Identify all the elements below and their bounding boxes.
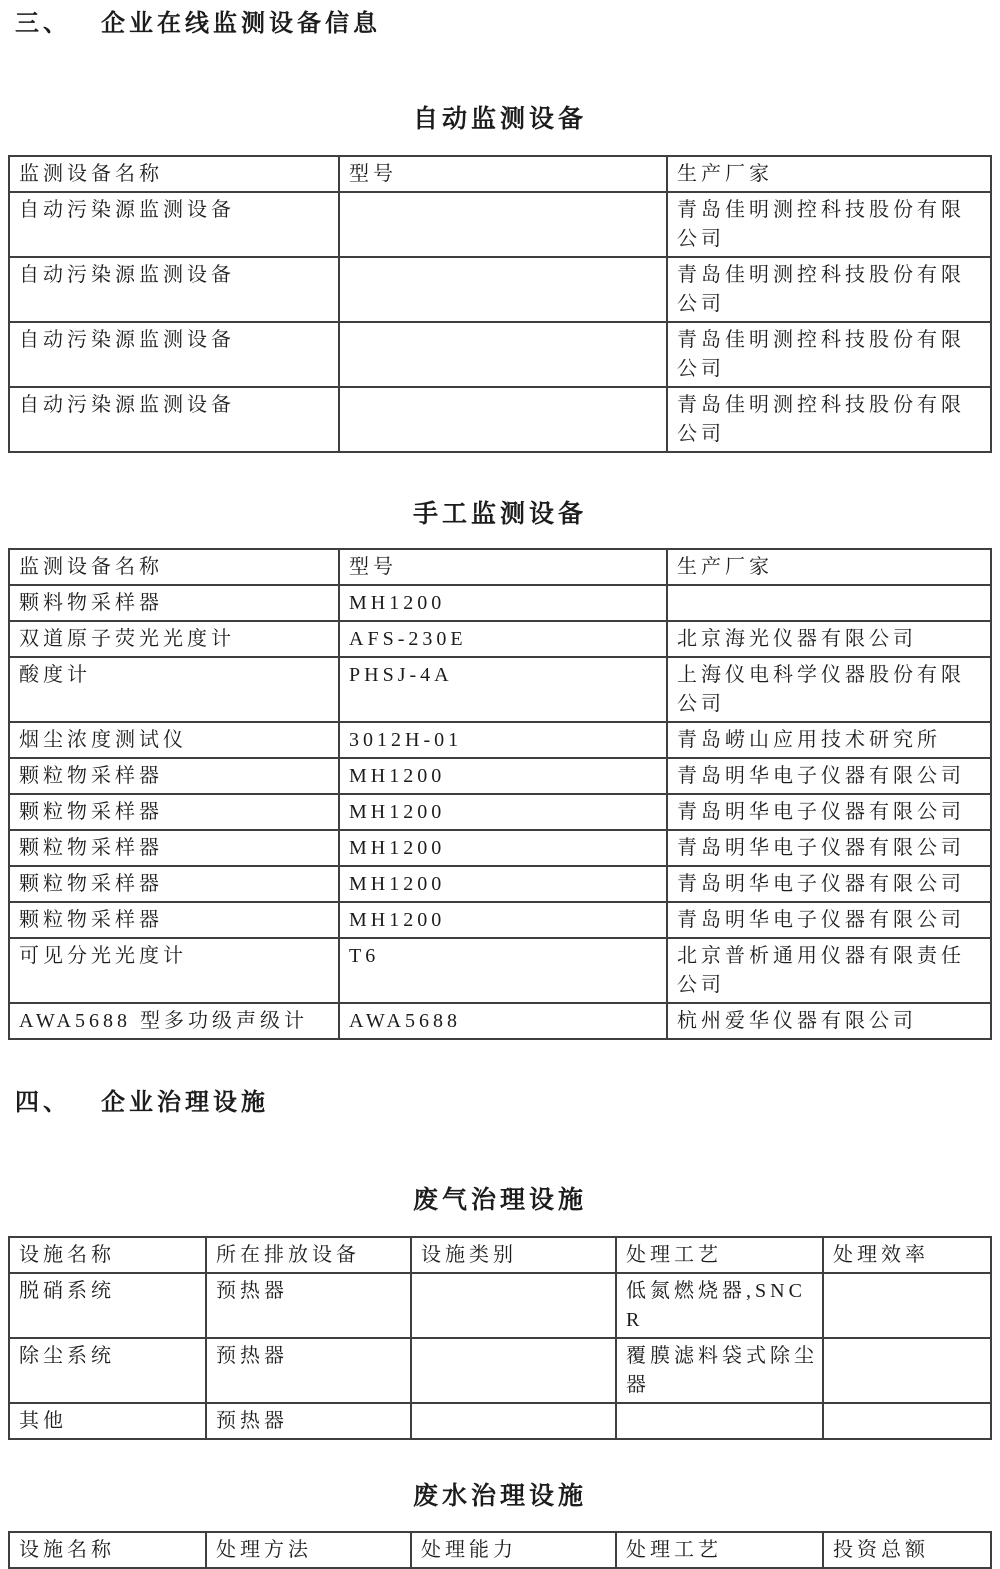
- manual-table-title: 手工监测设备: [412, 501, 587, 528]
- column-header: 处理工艺: [616, 1237, 823, 1273]
- manual-monitoring-table: [8, 548, 992, 1040]
- table-cell: MH1200: [339, 758, 667, 794]
- section-title: 企业在线监测设备信息: [101, 11, 381, 37]
- column-header: 设施类别: [411, 1237, 616, 1273]
- table-cell: 酸度计: [9, 657, 339, 722]
- table-cell: [411, 1403, 616, 1439]
- table-cell: [823, 1338, 991, 1403]
- table-cell: 预热器: [206, 1273, 411, 1338]
- table-row: [9, 830, 991, 866]
- table-row: [9, 722, 991, 758]
- waste-gas-treatment-table: [8, 1236, 992, 1440]
- table-cell: AWA5688 型多功级声级计: [9, 1003, 339, 1039]
- table-cell: 自动污染源监测设备: [9, 192, 339, 257]
- table-row: [9, 866, 991, 902]
- table-cell: 3012H-01: [339, 722, 667, 758]
- table-cell: AFS-230E: [339, 621, 667, 657]
- table-cell: 青岛明华电子仪器有限公司: [667, 758, 991, 794]
- column-header: 生产厂家: [667, 549, 991, 585]
- table-cell: [339, 257, 667, 322]
- table-cell: 颗粒物采样器: [9, 758, 339, 794]
- table-cell: 可见分光光度计: [9, 938, 339, 1003]
- table-cell: MH1200: [339, 902, 667, 938]
- table-cell: [411, 1273, 616, 1338]
- table-cell: 其他: [9, 1403, 206, 1439]
- section-number: 四、: [15, 1090, 71, 1116]
- table-row: [9, 1003, 991, 1039]
- table-cell: 青岛明华电子仪器有限公司: [667, 794, 991, 830]
- table-cell: 青岛佳明测控科技股份有限公司: [667, 257, 991, 322]
- table-cell: 青岛佳明测控科技股份有限公司: [667, 322, 991, 387]
- table-cell: 北京海光仪器有限公司: [667, 621, 991, 657]
- table-cell: 低氮燃烧器,SNCR: [616, 1273, 823, 1338]
- column-header: 型号: [339, 156, 667, 192]
- table-cell: 覆膜滤料袋式除尘器: [616, 1338, 823, 1403]
- column-header: 投资总额: [823, 1532, 991, 1568]
- section-heading-treatment-facilities: [15, 1087, 1000, 1120]
- table-cell: [667, 585, 991, 621]
- table-row: [9, 322, 991, 387]
- table-cell: 青岛崂山应用技术研究所: [667, 722, 991, 758]
- table-row: [9, 794, 991, 830]
- table-cell: 青岛佳明测控科技股份有限公司: [667, 387, 991, 452]
- table-row: [9, 257, 991, 322]
- header-row: [9, 1532, 991, 1568]
- table-row: [9, 758, 991, 794]
- table-cell: 烟尘浓度测试仪: [9, 722, 339, 758]
- table-row: [9, 585, 991, 621]
- section-number: 三、: [15, 11, 71, 37]
- table-cell: 颗粒物采样器: [9, 902, 339, 938]
- waste-water-treatment-table: [8, 1531, 992, 1569]
- column-header: 生产厂家: [667, 156, 991, 192]
- table-cell: MH1200: [339, 585, 667, 621]
- table-row: [9, 1338, 991, 1403]
- column-header: 型号: [339, 549, 667, 585]
- table-cell: 青岛明华电子仪器有限公司: [667, 902, 991, 938]
- table-cell: 自动污染源监测设备: [9, 322, 339, 387]
- document-page: [0, 8, 1000, 1561]
- table-cell: PHSJ-4A: [339, 657, 667, 722]
- table-cell: 上海仪电科学仪器股份有限公司: [667, 657, 991, 722]
- auto-table-title: 自动监测设备: [412, 106, 587, 133]
- header-row: [9, 1237, 991, 1273]
- column-header: 设施名称: [9, 1532, 206, 1568]
- column-header: 处理效率: [823, 1237, 991, 1273]
- table-cell: 颗粒物采样器: [9, 794, 339, 830]
- table-row: [9, 192, 991, 257]
- table-cell: T6: [339, 938, 667, 1003]
- table-row: [9, 938, 991, 1003]
- table-cell: [339, 322, 667, 387]
- table-cell: [823, 1403, 991, 1439]
- table-cell: MH1200: [339, 830, 667, 866]
- column-header: 设施名称: [9, 1237, 206, 1273]
- table-row: [9, 1273, 991, 1338]
- table-cell: 双道原子荧光光度计: [9, 621, 339, 657]
- table-cell: AWA5688: [339, 1003, 667, 1039]
- table-cell: 青岛明华电子仪器有限公司: [667, 830, 991, 866]
- table-cell: 自动污染源监测设备: [9, 387, 339, 452]
- column-header: 处理能力: [411, 1532, 616, 1568]
- gas-table-title: 废气治理设施: [412, 1187, 587, 1214]
- table-cell: [339, 192, 667, 257]
- table-cell: MH1200: [339, 866, 667, 902]
- table-row: [9, 902, 991, 938]
- column-header: 所在排放设备: [206, 1237, 411, 1273]
- table-cell: 颗料物采样器: [9, 585, 339, 621]
- section-title: 企业治理设施: [101, 1090, 269, 1116]
- table-cell: 杭州爱华仪器有限公司: [667, 1003, 991, 1039]
- table-cell: 青岛明华电子仪器有限公司: [667, 866, 991, 902]
- table-row: [9, 387, 991, 452]
- table-row: [9, 621, 991, 657]
- table-cell: MH1200: [339, 794, 667, 830]
- table-cell: [411, 1338, 616, 1403]
- table-row: [9, 657, 991, 722]
- header-row: [9, 549, 991, 585]
- table-cell: [616, 1403, 823, 1439]
- column-header: 处理工艺: [616, 1532, 823, 1568]
- table-cell: [823, 1273, 991, 1338]
- header-row: [9, 156, 991, 192]
- table-cell: 颗粒物采样器: [9, 866, 339, 902]
- table-row: [9, 1403, 991, 1439]
- table-cell: 北京普析通用仪器有限责任公司: [667, 938, 991, 1003]
- water-table-title: 废水治理设施: [412, 1483, 587, 1510]
- table-cell: 脱硝系统: [9, 1273, 206, 1338]
- table-cell: 青岛佳明测控科技股份有限公司: [667, 192, 991, 257]
- column-header: 监测设备名称: [9, 156, 339, 192]
- auto-monitoring-table: [8, 155, 992, 453]
- table-cell: 预热器: [206, 1403, 411, 1439]
- table-cell: [339, 387, 667, 452]
- table-cell: 预热器: [206, 1338, 411, 1403]
- table-cell: 除尘系统: [9, 1338, 206, 1403]
- table-cell: 颗粒物采样器: [9, 830, 339, 866]
- column-header: 处理方法: [206, 1532, 411, 1568]
- table-cell: 自动污染源监测设备: [9, 257, 339, 322]
- section-heading-online-monitoring: [15, 8, 1000, 41]
- column-header: 监测设备名称: [9, 549, 339, 585]
